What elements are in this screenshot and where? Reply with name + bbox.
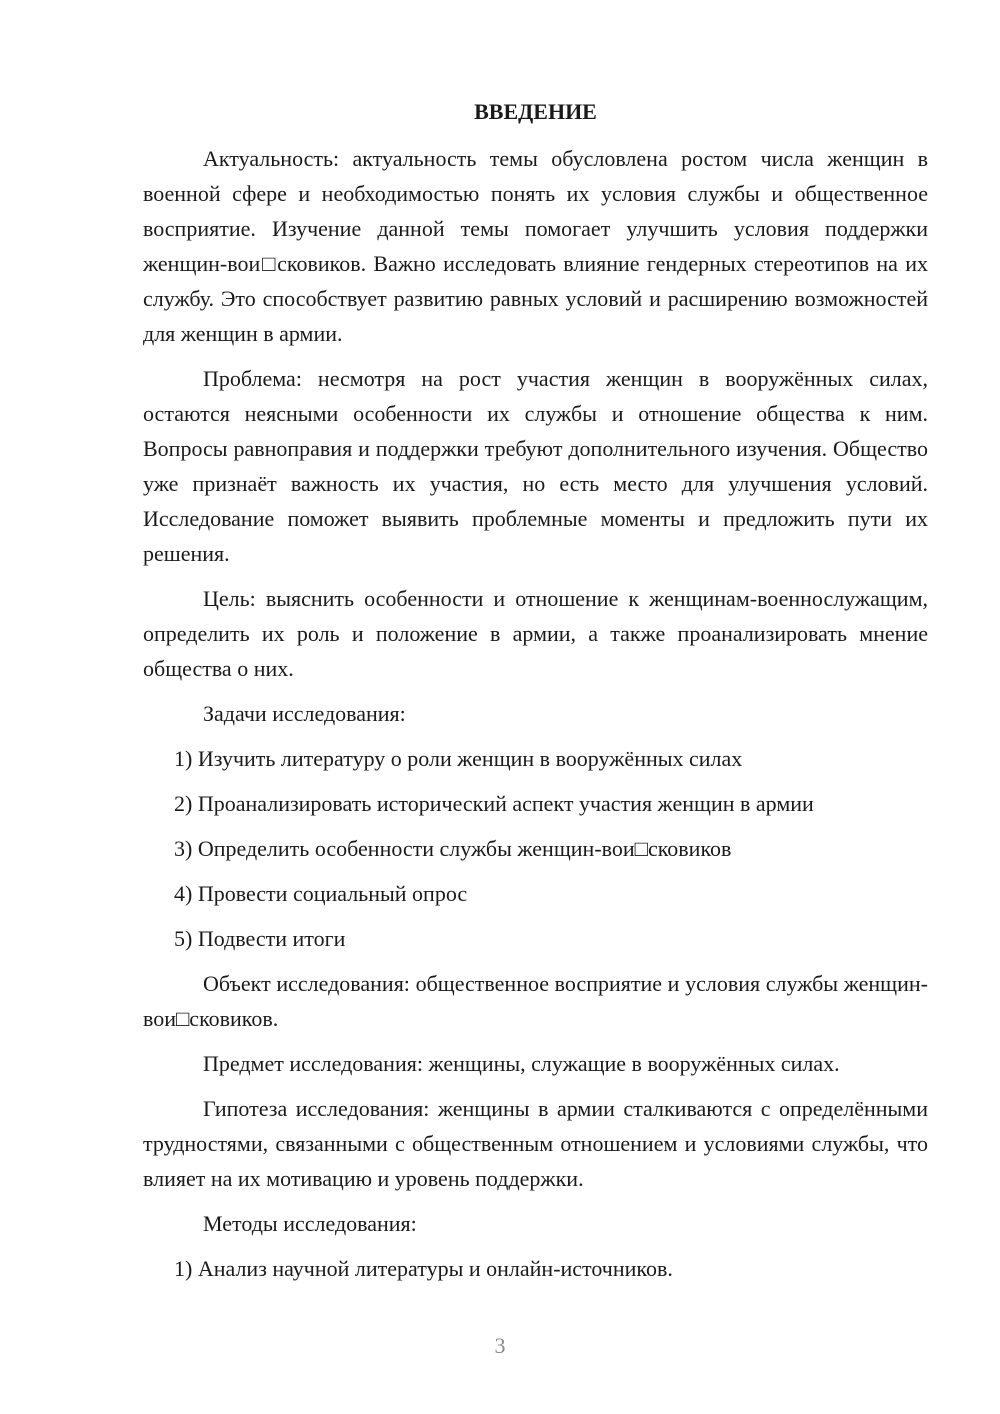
relevance-paragraph: Актуальность: актуальность темы обусловлена ростом числа женщин в военной сфере и необходимостью понять их условия службы и общественное восприятие. Изучение данной темы помогает улучшить условия поддержки женщин-вои□сковиков. Важно исследовать влияние гендерных стереотипов на их службу. Это способствует развитию равных условий и расширению возможностей для женщин в армии.	[143, 146, 928, 346]
task-item: 2) Проанализировать исторический аспект участия женщин в армии	[174, 791, 814, 816]
goal-paragraph: Цель: выяснить особенности и отношение к женщинам-военнослужащим, определить их роль и положение в армии, а также проанализировать мнение общества о них.	[143, 586, 928, 681]
task-item: 5) Подвести итоги	[174, 926, 346, 951]
page-title: ВВЕДЕНИЕ	[474, 99, 597, 124]
tasks-heading: Задачи исследования:	[203, 701, 406, 726]
document-page	[143, 94, 928, 1296]
problem-paragraph: Проблема: несмотря на рост участия женщин в вооружённых силах, остаются неясными особенности их службы и отношение общества к ним. Вопросы равноправия и поддержки требуют дополнительного изучения. Общество уже признаёт важность их участия, но есть место для улучшения условий. Исследование поможет выявить проблемные моменты и предложить пути их решения.	[143, 366, 928, 566]
task-item: 1) Изучить литературу о роли женщин в вооружённых силах	[174, 746, 743, 771]
page-number: 3	[494, 1333, 506, 1358]
hypothesis-paragraph: Гипотеза исследования: женщины в армии сталкиваются с определёнными трудностями, связанными с общественным отношением и условиями службы, что влияет на их мотивацию и уровень поддержки.	[143, 1096, 928, 1191]
methods-heading: Методы исследования:	[203, 1211, 417, 1236]
object-paragraph: Объект исследования: общественное восприятие и условия службы женщин-вои□сковиков.	[143, 971, 928, 1031]
task-item: 4) Провести социальный опрос	[174, 881, 468, 906]
method-item: 1) Анализ научной литературы и онлайн-источников.	[174, 1256, 673, 1281]
subject-paragraph: Предмет исследования: женщины, служащие в вооружённых силах.	[203, 1051, 840, 1076]
task-item: 3) Определить особенности службы женщин-вои□сковиков	[174, 836, 732, 861]
